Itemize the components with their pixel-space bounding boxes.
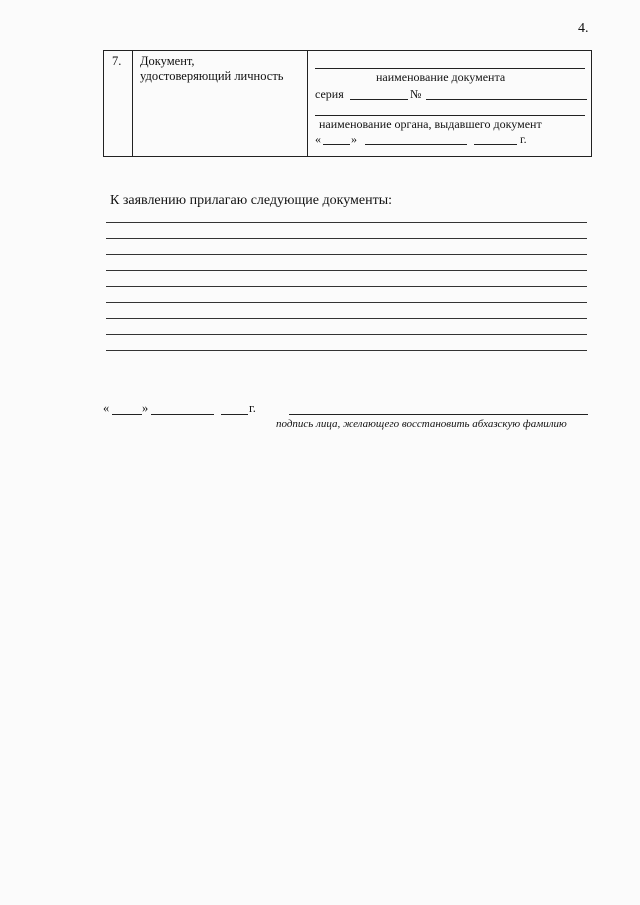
- attachment-blank-line[interactable]: [106, 254, 587, 255]
- series-blank[interactable]: [350, 99, 408, 100]
- attachment-blank-line[interactable]: [106, 286, 587, 287]
- issuer-caption: наименование органа, выдавшего документ: [319, 117, 542, 131]
- sign-month-blank[interactable]: [151, 414, 214, 415]
- attachment-blank-line[interactable]: [106, 302, 587, 303]
- number-blank[interactable]: [426, 99, 587, 100]
- sign-date-close-quote: »: [142, 401, 149, 415]
- doc-name-blank[interactable]: [315, 68, 585, 69]
- attachments-heading: К заявлению прилагаю следующие документы:: [110, 193, 393, 208]
- attachment-blank-line[interactable]: [106, 238, 587, 239]
- issue-month-blank[interactable]: [365, 144, 467, 145]
- attachment-blank-line[interactable]: [106, 350, 587, 351]
- signature-caption: подпись лица, желающего восстановить абхазскую фамилию: [276, 418, 567, 430]
- sign-year-blank[interactable]: [221, 414, 248, 415]
- signature-blank[interactable]: [289, 414, 588, 415]
- series-label: серия: [315, 87, 344, 101]
- sign-year-suffix: г.: [249, 401, 256, 415]
- attachment-blank-line[interactable]: [106, 270, 587, 271]
- issuer-blank[interactable]: [315, 115, 585, 116]
- doc-name-caption: наименование документа: [376, 70, 506, 84]
- attachment-blank-line[interactable]: [106, 222, 587, 223]
- row-label-line1: Документ,: [140, 54, 195, 68]
- identity-document-table: [103, 50, 592, 157]
- page-number: 4.: [578, 21, 589, 36]
- issue-day-blank[interactable]: [323, 144, 350, 145]
- row-number: 7.: [112, 54, 122, 68]
- sign-day-blank[interactable]: [112, 414, 142, 415]
- attachment-blank-line[interactable]: [106, 318, 587, 319]
- issue-date-close-quote: »: [351, 132, 357, 146]
- row-number-cell: [104, 51, 133, 156]
- row-label-line2: удостоверяющий личность: [140, 69, 284, 83]
- issue-year-blank[interactable]: [474, 144, 517, 145]
- sign-date-open-quote: «: [103, 401, 110, 415]
- document-fields-cell: [308, 51, 591, 156]
- number-label: №: [410, 87, 422, 101]
- issue-year-suffix: г.: [520, 132, 527, 146]
- issue-date-open-quote: «: [315, 132, 321, 146]
- attachment-blank-line[interactable]: [106, 334, 587, 335]
- row-label-cell: [133, 51, 308, 156]
